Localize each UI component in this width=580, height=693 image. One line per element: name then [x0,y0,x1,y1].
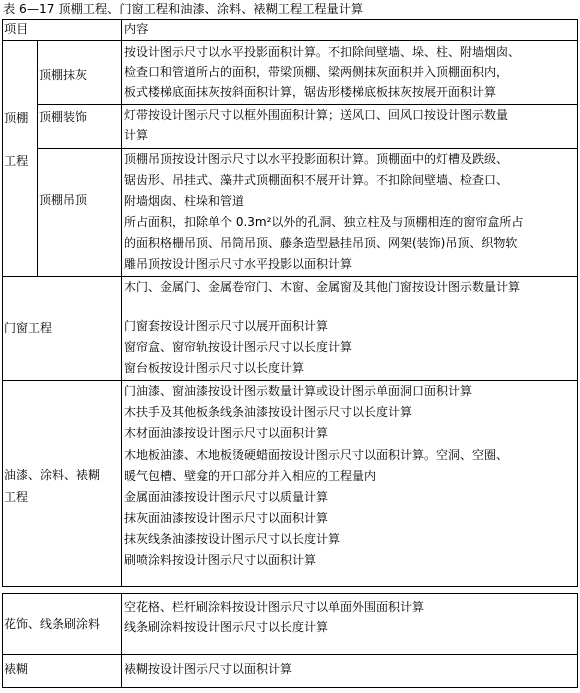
content-line: 附墙烟囱、柱垛和管道 [124,194,245,208]
content-line: 木扶手及其他板条线条油漆按设计图示尺寸以长度计算 [124,405,413,419]
content-line: 刷喷涂料按设计图示尺寸以面积计算 [124,553,317,567]
paint-category-label: 油漆、涂料、裱糊 [4,468,101,482]
content-line: 检查口和管道所占的面积，带梁顶棚、梁两侧抹灰面积并入顶棚面积内， [124,65,509,79]
content-line: 板式楼梯底面抹灰按斜面积计算，锯齿形楼梯底板抹灰按展开面积计算 [124,85,497,99]
content-line: 灯带按设计图示尺寸以框外围面积计算；送风口、回风口按设计图示数量 [124,108,509,122]
molding-category-label: 花饰、线条刷涂料 [4,617,101,631]
header-item: 项目 [4,22,29,36]
content-line: 暖气包槽、壁龛的开口部分并入相应的工程量内 [124,469,377,483]
content-line: 木地板油漆、木地板烫硬蜡面按设计图示尺寸以面积计算。空洞、空圈、 [124,448,509,462]
content-line: 雕吊顶按设计图示尺寸水平投影以面积计算 [124,257,353,271]
content-line: 所占面积，扣除单个 0.3m²以外的孔洞、独立柱及与顶棚相连的窗帘盒所占 [124,215,524,229]
header-divider [2,40,578,41]
doors-category-label: 门窗工程 [4,321,53,335]
content-line: 锯齿形、吊挂式、藻井式顶棚面积不展开计算。不扣除间壁墙、检查口、 [124,173,509,187]
content-line: 计算 [124,128,149,142]
content-line: 抹灰线条油漆按设计图示尺寸以长度计算 [124,532,341,546]
paint-category-label-2: 工程 [4,490,29,504]
content-line: 门窗套按设计图示尺寸以展开面积计算 [124,319,329,333]
content-line: 门油漆、窗油漆按设计图示数量计算或设计图示单面洞口面积计算 [124,384,473,398]
content-line: 裱糊按设计图示尺寸以面积计算 [124,662,293,676]
ceiling-decor-label: 顶棚装饰 [39,110,88,124]
ceiling-category-label: 顶棚 [4,111,29,125]
content-line: 窗帘盒、窗帘轨按设计图示尺寸以长度计算 [124,340,353,354]
content-line: 线条刷涂料按设计图示尺寸以长度计算 [124,620,329,634]
content-line: 窗台板按设计图示尺寸以长度计算 [124,361,305,375]
content-line: 抹灰面油漆按设计图示尺寸以面积计算 [124,511,329,525]
content-line: 木门、金属门、金属卷帘门、木窗、金属窗及其他门窗按设计图示数量计算 [124,280,521,294]
ceiling-category-label-2: 工程 [4,154,29,168]
content-line: 金属面油漆按设计图示尺寸以质量计算 [124,490,329,504]
molding-content [121,594,577,654]
ceiling-suspended-content [121,149,577,276]
table-caption: 表 6—17 顶棚工程、门窗工程和油漆、涂料、裱糊工程工程量计算 [3,2,364,16]
subcategory-divider [37,41,38,276]
content-line: 的面积格栅吊顶、吊筒吊顶、藤条造型悬挂吊顶、网架(装饰)吊顶、织物软 [124,236,518,250]
ceiling-plaster-content [121,42,577,104]
doors-content [121,277,577,380]
wallpaper-category-label: 裱糊 [4,662,29,676]
content-line: 木材面油漆按设计图示尺寸以面积计算 [124,426,329,440]
ceiling-suspended-label: 顶棚吊顶 [39,193,88,207]
content-line: 按设计图示尺寸以水平投影面积计算。不扣除间壁墙、垛、柱、附墙烟囱、 [124,45,521,59]
paint-content [121,381,577,586]
wallpaper-content [121,655,577,687]
ceiling-decor-content [121,105,577,148]
ceiling-plaster-label: 顶棚抹灰 [39,68,88,82]
content-line: 顶棚吊顶按设计图示尺寸以水平投影面积计算。顶棚面中的灯槽及跌级、 [124,152,509,166]
content-line: 空花格、栏杆刷涂料按设计图示尺寸以单面外围面积计算 [124,600,425,614]
header-content: 内容 [124,22,149,36]
